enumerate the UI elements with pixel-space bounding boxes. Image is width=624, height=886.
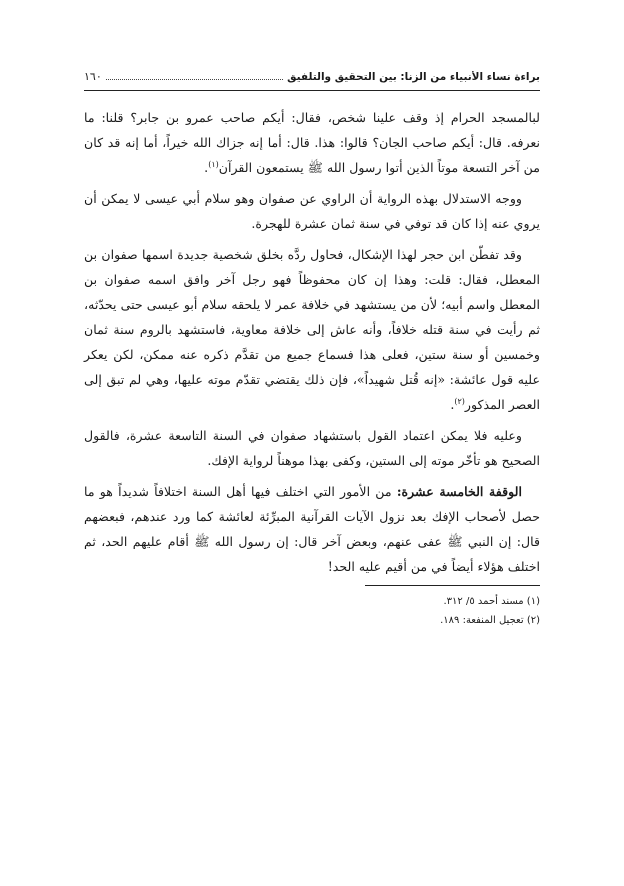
footnote-separator [365, 585, 540, 586]
paragraph-3: وقد تفطّن ابن حجر لهذا الإشكال، فحاول ردَّه بخلق شخصية جديدة اسمها صفوان بن المعطل، فقال: قلت: وهذا إن كان محفوظاً فهو رجل آخر وافق اسمه صفوان بن المعطل واسم أبيه؛ لأن من يستشهد في خلافة عمر لا يلحقه سلام أبو عيسى حتى يحدّثه، ثم رأيت في سنة قتله خلافاً، وأنه عاش إلى خلافة معاوية، فاستشهد بالروم سنة ثمان وخمسين أو سنة ستين، فعلى هذا فسماع جميع من تقدَّم ذكره عنه ممكن، لكن يعكر عليه قول عائشة: «إنه قُتل شهيداً»، فإن ذلك يقتضي تقدّم موته عليها، وهي لم تبق إلى العصر المذكور$^{(٢)}$. [84, 247, 540, 412]
footnote-1: (١) مسند أحمد ٥/ ٣١٢. [443, 596, 540, 607]
section-heading: الوقفة الخامسة عشرة: [396, 484, 522, 499]
paragraph-5: الوقفة الخامسة عشرة: من الأمور التي اختلف فيها أهل السنة اختلافاً شديداً هو ما حصل لأصحاب الإفك بعد نزول الآيات القرآنية المبرِّئة لعائشة كما ورد عندهم، فبعضهم قال: إن النبي ﷺ عفى عنهم، وبعض آخر قال: إن رسول الله ﷺ أقام عليهم الحد، ثم اختلف هؤلاء أيضاً في من أقيم عليه الحد! [84, 484, 540, 574]
page-number: ١٦٠ [84, 70, 102, 83]
page-body [84, 105, 540, 579]
book-page [84, 70, 540, 630]
footnote-ref-2: (٢) [454, 396, 465, 406]
paragraph-2: ووجه الاستدلال بهذه الرواية أن الراوي عن صفوان وهو سلام أبي عيسى لا يمكن أن يروي عنه إذا كان قد توفي في سنة ثمان عشرة للهجرة. [84, 191, 540, 231]
header-dot-leader [106, 78, 283, 80]
running-header [84, 70, 540, 91]
paragraph-4: وعليه فلا يمكن اعتماد القول باستشهاد صفوان في السنة التاسعة عشرة، فالقول الصحيح هو تأخّر موته إلى الستين، وكفى بهذا موهناً لرواية الإفك. [84, 428, 540, 468]
paragraph-1: لبالمسجد الحرام إذ وقف علينا شخص، فقال: أيكم صاحب عمرو بن جابر؟ قلنا: ما نعرفه. قال: أيكم صاحب الجان؟ قالوا: هذا. قال: أما إنه جزاك الله خيراً، أما إنه قد كان من آخر التسعة موتاً الذين أتوا رسول الله ﷺ يستمعون القرآن$^{(١)}$. [84, 110, 540, 175]
footnotes [84, 592, 540, 630]
footnote-2: (٢) تعجيل المنفعة: ١٨٩. [440, 615, 540, 626]
footnote-ref-1: (١) [208, 159, 219, 169]
running-title: براءة نساء الأنبياء من الزنا: بين التحقيق والتلفيق [287, 71, 540, 83]
